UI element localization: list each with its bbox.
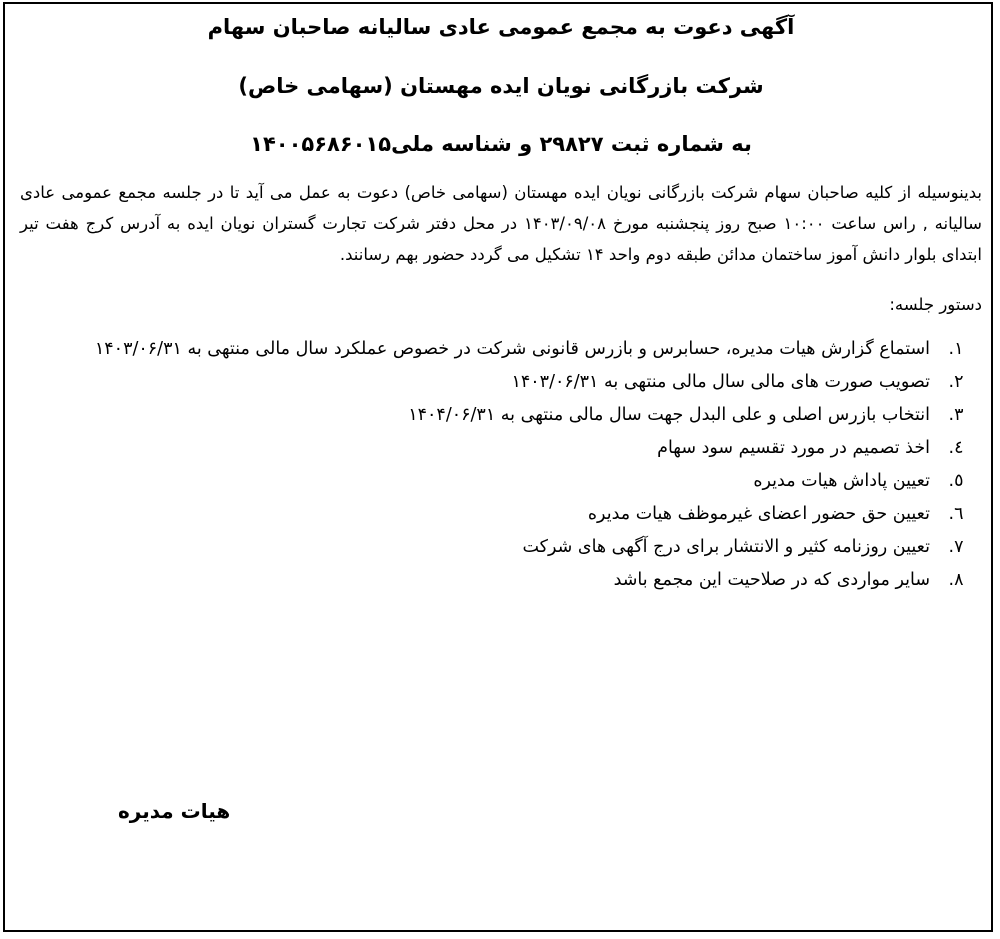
agenda-item: [20, 499, 982, 530]
registration-info: به شماره ثبت ۲۹۸۲۷ و شناسه ملی۱۴۰۰۵۶۸۶۰۱۵: [250, 132, 752, 156]
agenda-item-number: ۸.: [948, 570, 964, 590]
agenda-item: [20, 466, 982, 497]
agenda-list: [20, 334, 982, 596]
invitation-paragraph: بدینوسیله از کلیه صاحبان سهام شرکت بازرگانی نویان ایده مهستان (سهامی خاص) دعوت به عمل می آید تا در جلسه مجمع عمومی عادی سالیانه , راس ساعت ۱۰:۰۰ صبح روز پنجشنبه مورخ ۱۴۰۳/۰۹/۰۸ در محل دفتر شرکت تجارت گستران نویان ایده به آدرس کرج هفت تیر ابتدای بلوار دانش آموز ساختمان مدائن طبقه دوم واحد ۱۴ تشکیل می گردد حضور بهم رسانند.: [20, 183, 982, 264]
agenda-item: [20, 565, 982, 596]
agenda-item: [20, 532, 982, 563]
agenda-item-text: اخذ تصمیم در مورد تقسیم سود سهام: [657, 438, 930, 458]
agenda-heading: دستور جلسه:: [889, 295, 982, 314]
agenda-item-text: تعیین روزنامه کثیر و الانتشار برای درج آگهی های شرکت: [522, 537, 930, 557]
company-name: شرکت بازرگانی نویان ایده مهستان (سهامی خاص): [238, 74, 764, 98]
agenda-item-text: سایر مواردی که در صلاحیت این مجمع باشد: [613, 570, 930, 590]
agenda-item-number: ۷.: [948, 537, 964, 557]
agenda-item-text: انتخاب بازرس اصلی و علی البدل جهت سال مالی منتهی به ۱۴۰۴/۰۶/۳۱: [408, 405, 930, 425]
agenda-item-number: ۱.: [948, 339, 964, 359]
agenda-item: [20, 367, 982, 398]
notice-title: آگهی دعوت به مجمع عمومی عادی سالیانه صاحبان سهام: [207, 15, 795, 39]
agenda-item-text: تصویب صورت های مالی سال مالی منتهی به ۱۴۰۳/۰۶/۳۱: [511, 372, 930, 392]
agenda-item-text: تعیین حق حضور اعضای غیرموظف هیات مدیره: [587, 504, 930, 524]
agenda-item-number: ٤.: [948, 438, 964, 458]
board-signature: هیات مدیره: [118, 799, 231, 823]
agenda-item: [20, 334, 982, 365]
agenda-item-number: ٦.: [948, 504, 964, 524]
agenda-item: [20, 433, 982, 464]
agenda-item-number: ۳.: [948, 405, 964, 425]
notice-document: [20, 12, 982, 598]
agenda-item-number: ٥.: [948, 471, 964, 491]
agenda-item: [20, 400, 982, 431]
agenda-item-text: تعیین پاداش هیات مدیره: [753, 471, 930, 491]
agenda-item-number: ۲.: [948, 372, 964, 392]
agenda-item-text: استماع گزارش هیات مدیره، حسابرس و بازرس قانونی شرکت در خصوص عملکرد سال مالی منتهی به ۱۴۰۳/۰۶/۳۱: [94, 339, 930, 359]
